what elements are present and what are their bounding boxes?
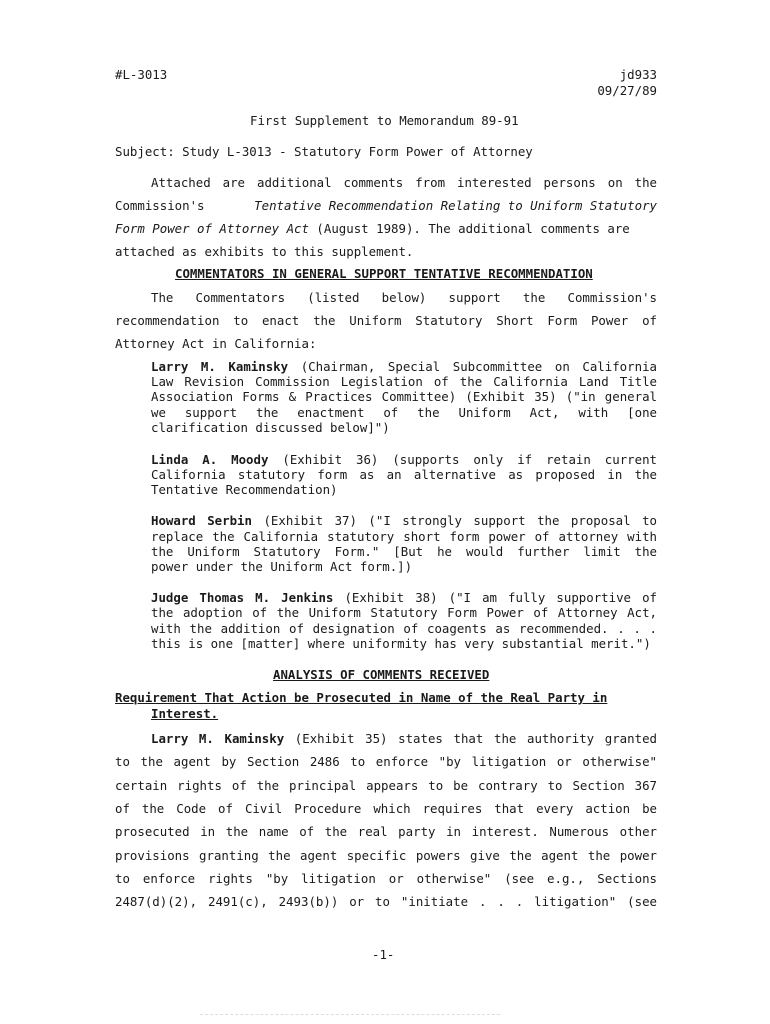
analysis-line-4: of the Code of Civil Procedure which requires that every action be — [115, 801, 657, 816]
analysis-line-5: prosecuted in the name of the real party in interest. Numerous other — [115, 824, 657, 839]
commentator-line: power under the Uniform Act form.]) — [151, 559, 413, 574]
commentator-name: Howard Serbin — [151, 513, 252, 528]
commentator-line: with the addition of designation of coagents as recommended. . . . — [151, 621, 657, 636]
analysis-name: Larry M. Kaminsky — [151, 731, 285, 746]
commentator-line: this is one [matter] where uniformity has very substantial merit.") — [151, 636, 651, 651]
subheading-line-2: Interest. — [151, 706, 219, 721]
commentator-line: we support the enactment of the Uniform Act, with [one — [151, 405, 657, 420]
intro-line-2 — [115, 198, 657, 213]
intro-line-3-rest: (August 1989). The additional comments are — [308, 221, 630, 236]
commentator-line: replace the California statutory short form power of attorney with — [151, 529, 657, 544]
commentator-line: clarification discussed below]") — [151, 420, 390, 435]
support-line-2: recommendation to enact the Uniform Statutory Short Form Power of — [115, 313, 657, 328]
analysis-line-2: to the agent by Section 2486 to enforce "by litigation or otherwise" — [115, 754, 657, 769]
intro-act-title: Form Power of Attorney Act — [115, 221, 309, 236]
commentator-name: Linda A. Moody — [151, 452, 269, 467]
page-number: -1- — [372, 947, 395, 962]
support-line-1: The Commentators (listed below) support the Commission's — [151, 290, 657, 305]
intro-line-3 — [115, 221, 657, 236]
support-line-3: Attorney Act in California: — [115, 336, 317, 351]
section-heading-commentators: COMMENTATORS IN GENERAL SUPPORT TENTATIVE RECOMMENDATION — [175, 266, 593, 281]
commentator-line: Tentative Recommendation) — [151, 482, 338, 497]
commentator-line: California statutory form as an alternative as proposed in the — [151, 467, 657, 482]
scan-artifact — [200, 1014, 500, 1017]
commentator-line: Howard Serbin (Exhibit 37) ("I strongly support the proposal to — [151, 513, 657, 528]
analysis-line-8: 2487(d)(2), 2491(c), 2493(b)) or to "initiate . . . litigation" (see — [115, 894, 657, 909]
commentator-line: the Uniform Statutory Form." [But he would further limit the — [151, 544, 657, 559]
document-date: 09/27/89 — [597, 83, 657, 98]
commentator-line: Larry M. Kaminsky (Chairman, Special Subcommittee on California — [151, 359, 657, 374]
commentator-line: Linda A. Moody (Exhibit 36) (supports only if retain current — [151, 452, 657, 467]
commentator-line: Judge Thomas M. Jenkins (Exhibit 38) ("I am fully supportive of — [151, 590, 657, 605]
commentator-line: the adoption of the Uniform Statutory Form Power of Attorney Act, — [151, 605, 657, 620]
analysis-line-7: to enforce rights "by litigation or otherwise" (see e.g., Sections — [115, 871, 657, 886]
file-number: #L-3013 — [115, 67, 168, 82]
analysis-line-6: provisions granting the agent specific powers give the agent the power — [115, 848, 657, 863]
intro-line-1: Attached are additional comments from interested persons on the — [151, 175, 657, 190]
section-heading-analysis: ANALYSIS OF COMMENTS RECEIVED — [273, 667, 490, 682]
analysis-line-1: Larry M. Kaminsky (Exhibit 35) states that the authority granted — [151, 731, 657, 746]
intro-commission: Commission's — [115, 198, 205, 213]
memo-title: First Supplement to Memorandum 89-91 — [250, 113, 519, 128]
intro-tentative-title: Tentative Recommendation Relating to Uniform Statutory — [254, 198, 657, 213]
commentator-name: Judge Thomas M. Jenkins — [151, 590, 334, 605]
commentator-name: Larry M. Kaminsky — [151, 359, 289, 374]
commentator-line: Law Revision Commission Legislation of the California Land Title — [151, 374, 657, 389]
analysis-line-3: certain rights of the principal appears to be contrary to Section 367 — [115, 778, 657, 793]
subheading-line-1: Requirement That Action be Prosecuted in Name of the Real Party in — [115, 690, 608, 705]
commentator-line: Association Forms & Practices Committee) (Exhibit 35) ("in general — [151, 389, 657, 404]
intro-line-4: attached as exhibits to this supplement. — [115, 244, 414, 259]
memo-subject: Subject: Study L-3013 - Statutory Form Power of Attorney — [115, 144, 533, 159]
document-code: jd933 — [619, 67, 657, 82]
